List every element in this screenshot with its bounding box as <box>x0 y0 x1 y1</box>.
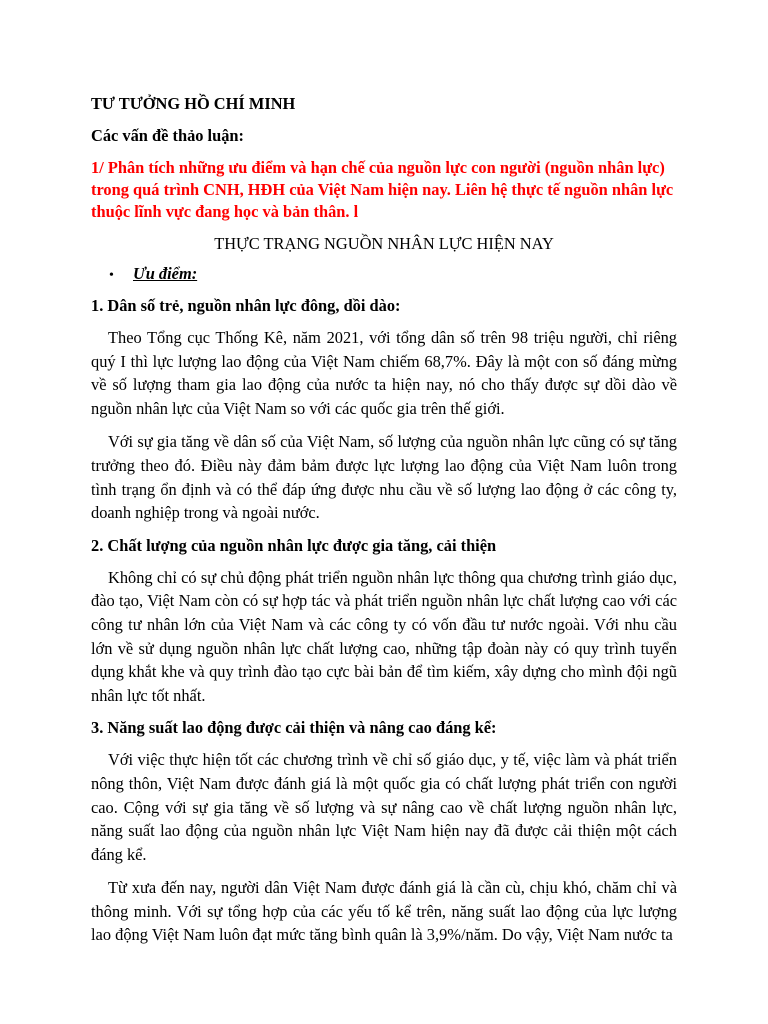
paragraph: Từ xưa đến nay, người dân Việt Nam được đánh giá là cần cù, chịu khó, chăm chỉ và thông minh. Với sự tổng hợp của các yếu tố kể trên, năng suất lao động của lực lượng lao động Việt Nam luôn đạt mức tăng bình quân là 3,9%/năm. Do vậy, Việt Nam nước ta <box>91 878 677 945</box>
document-page <box>91 93 677 957</box>
paragraph: Theo Tổng cục Thống Kê, năm 2021, với tổng dân số trên 98 triệu người, chỉ riêng quý I thì lực lượng lao động của Việt Nam chiếm 68,7%. Đây là một con số đáng mừng về số lượng tham gia lao động của nước ta hiện nay, nó cho thấy được sự dồi dào về nguồn nhân lực của Việt Nam so với các quốc gia trên thế giới. <box>91 328 677 418</box>
bullet-icon: • <box>109 268 114 283</box>
document-title: TƯ TƯỞNG HỒ CHÍ MINH <box>91 94 296 113</box>
paragraph: Với sự gia tăng về dân số của Việt Nam, số lượng của nguồn nhân lực cũng có sự tăng trưởng theo đó. Điều này đảm bảm được lực lượng lao động của Việt Nam luôn trong tình trạng ổn định và có thể đáp ứng được nhu cầu về số lượng lao động ở các công ty, doanh nghiệp trong và ngoài nước. <box>91 432 677 523</box>
discussion-subtitle: Các vấn đề thảo luận: <box>91 126 244 145</box>
advantages-label: Ưu điểm: <box>133 264 198 283</box>
section-heading-1: 1. Dân số trẻ, nguồn nhân lực đông, dồi dào: <box>91 296 401 315</box>
section-heading-3: 3. Năng suất lao động được cải thiện và nâng cao đáng kể: <box>91 718 497 738</box>
advantages-bullet <box>91 263 677 287</box>
paragraph: Với việc thực hiện tốt các chương trình về chỉ số giáo dục, y tế, việc làm và phát triển nông thôn, Việt Nam được đánh giá là một quốc gia có chất lượng phát triển con người cao. Cộng với sự gia tăng về số lượng và sự nâng cao về chất lượng nguồn nhân lực, năng suất lao động của nguồn nhân lực Việt Nam hiện nay đã được cải thiện một cách đáng kể. <box>91 750 677 864</box>
discussion-question: 1/ Phân tích những ưu điểm và hạn chế của nguồn lực con người (nguồn nhân lực) trong quá trình CNH, HĐH của Việt Nam hiện nay. Liên hệ thực tế nguồn nhân lực thuộc lĩnh vực đang học và bản thân. l <box>91 158 674 221</box>
section-title-centered: THỰC TRẠNG NGUỒN NHÂN LỰC HIỆN NAY <box>214 234 554 253</box>
section-heading-2: 2. Chất lượng của nguồn nhân lực được gia tăng, cải thiện <box>91 535 497 555</box>
paragraph: Không chỉ có sự chủ động phát triển nguồn nhân lực thông qua chương trình giáo dục, đào tạo, Việt Nam còn có sự hợp tác và phát triển nguồn nhân lực chất lượng cao với các công tư nhân lớn của Việt Nam và các công ty có vốn đầu tư nước ngoài. Với nhu cầu lớn về sử dụng nguồn nhân lực chất lượng cao, những tập đoàn này có quy trình tuyển dụng khắt khe và quy trình đào tạo cực bài bản để tìm kiếm, xây dựng cho mình đội ngũ nhân lực tốt nhất. <box>91 567 677 705</box>
